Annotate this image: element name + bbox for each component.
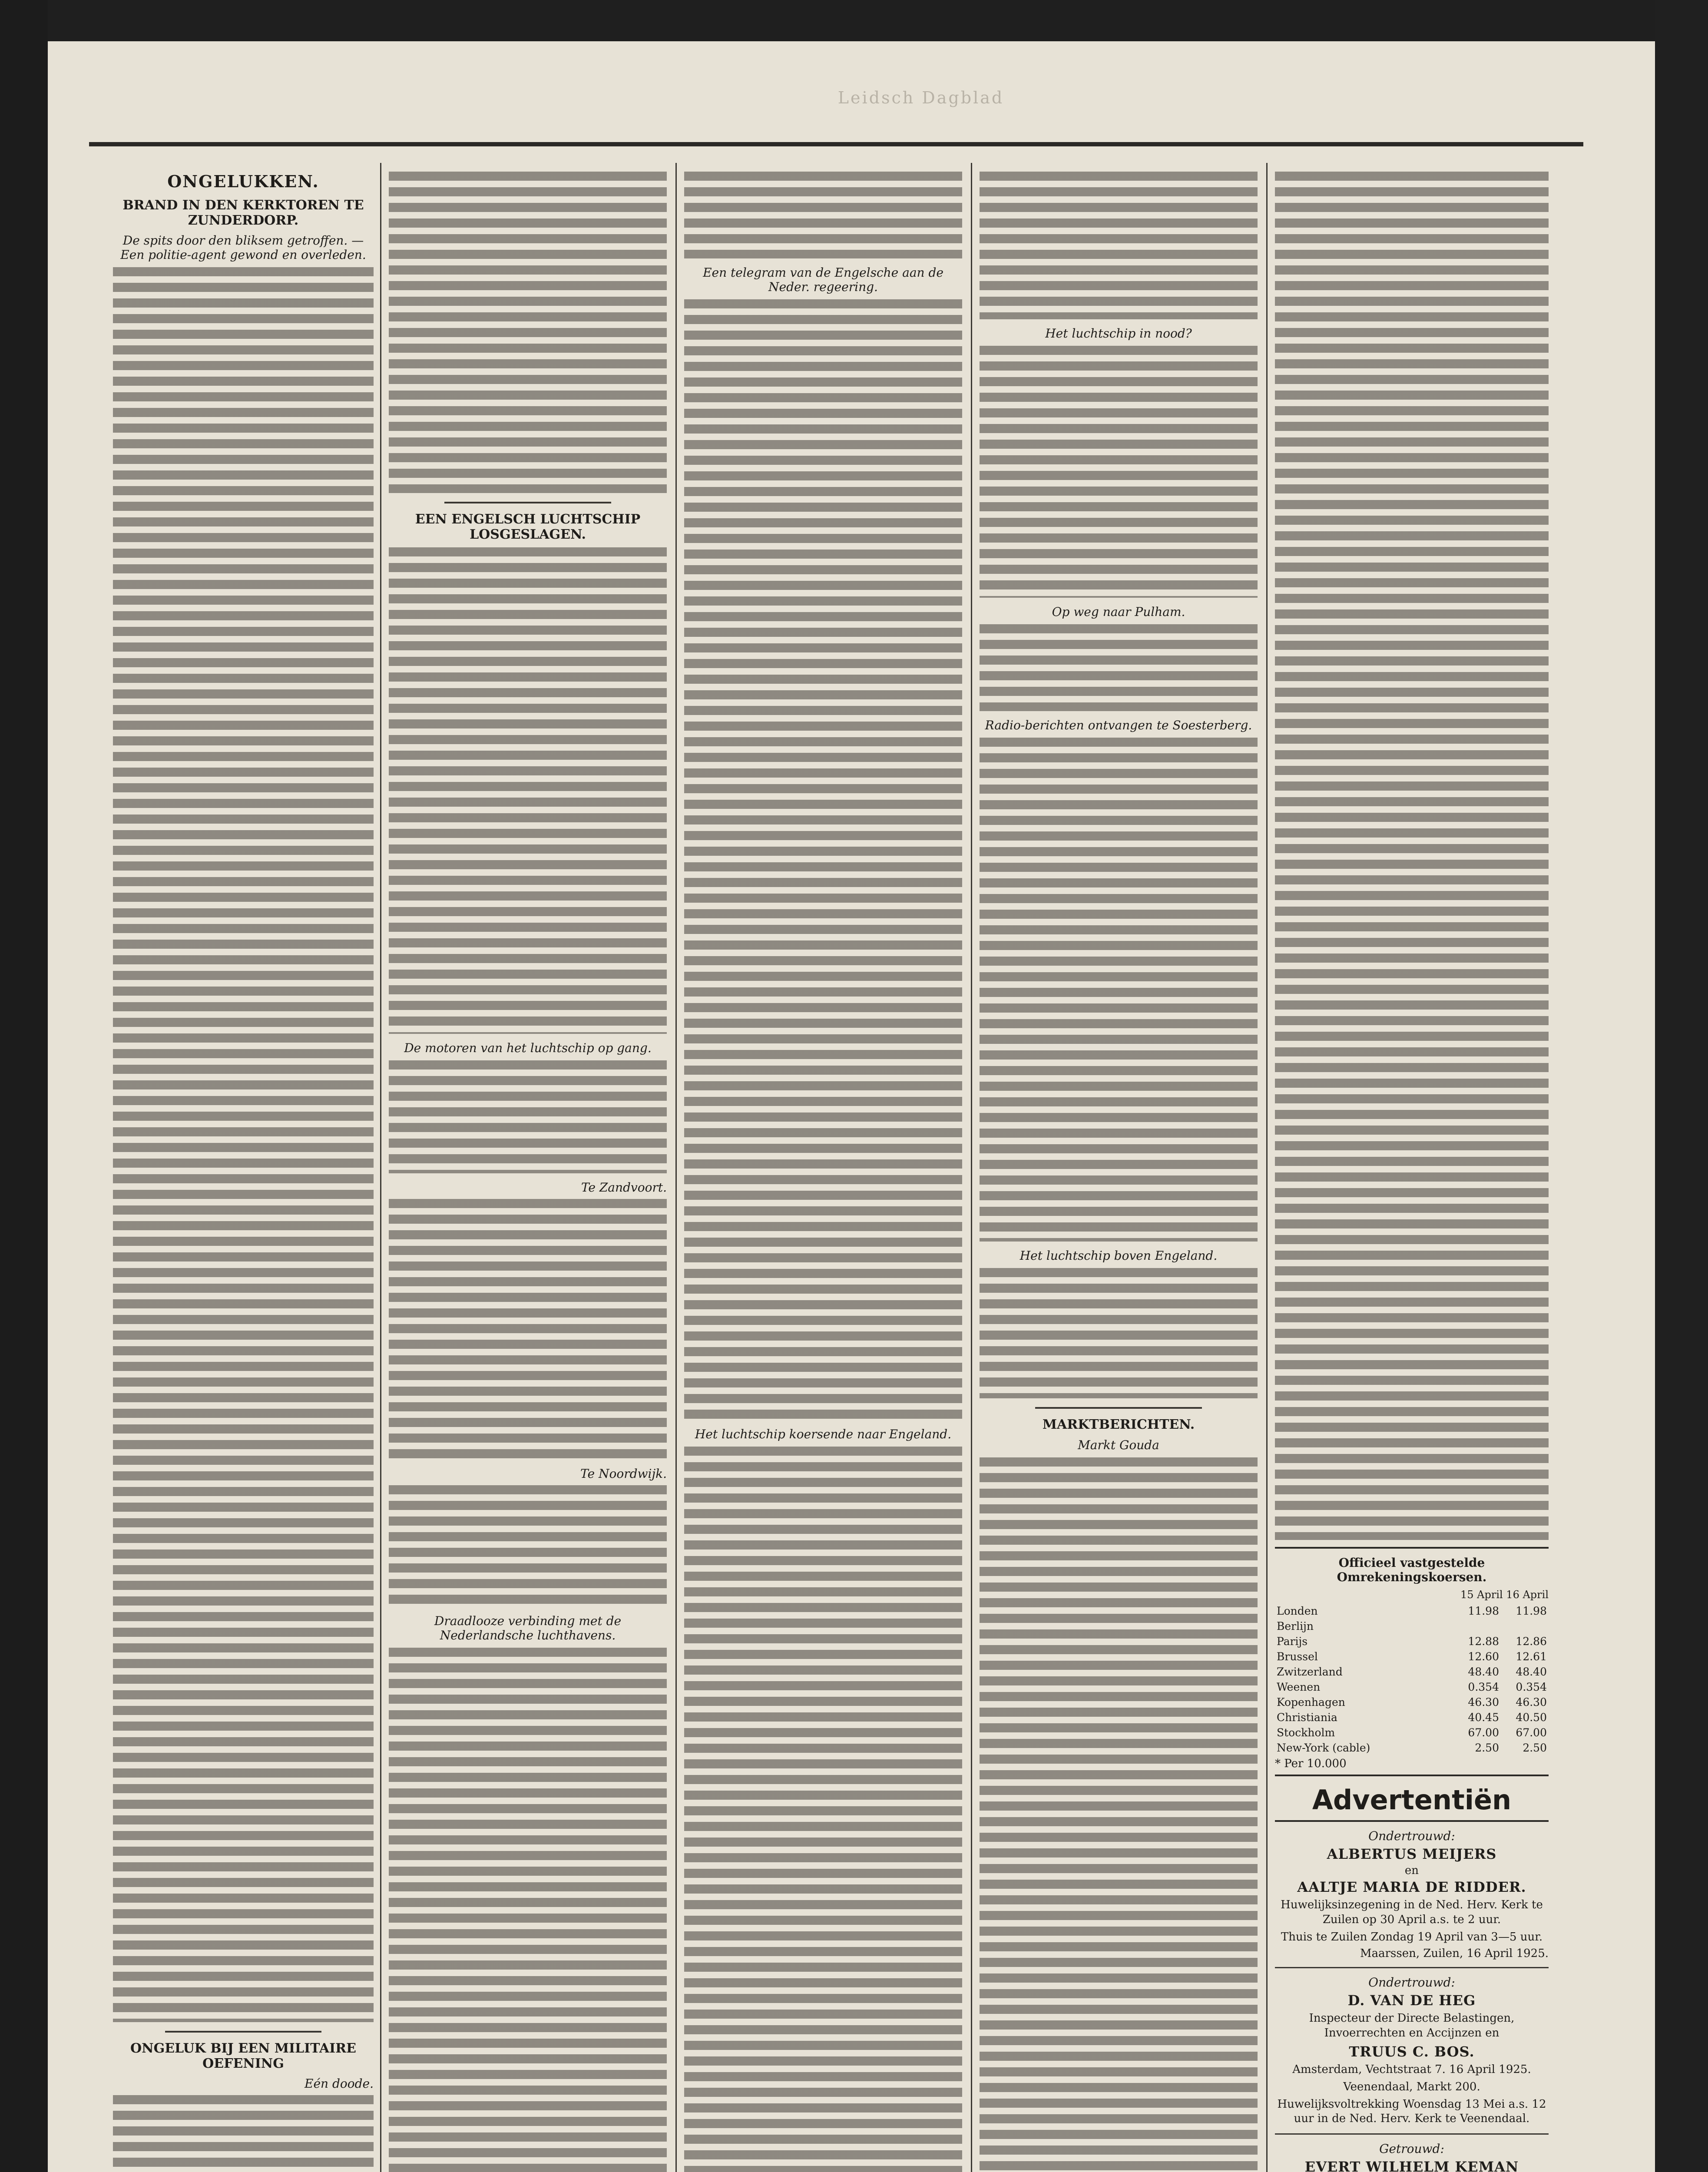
exchange-rate-value: 11.98 [1468, 1605, 1499, 1617]
exchange-rate-place: Weenen [1277, 1681, 1321, 1693]
exchange-rate-value: 46.30 [1516, 1696, 1547, 1708]
exchange-rate-place: Stockholm [1277, 1726, 1335, 1739]
exchange-rate-place: New-York (cable) [1277, 1742, 1370, 1754]
exchange-rate-value: 12.61 [1516, 1650, 1547, 1663]
article-subheading: Het luchtschip boven Engeland. [1020, 1248, 1218, 1263]
exchange-rate-place: Brussel [1277, 1650, 1318, 1663]
article-title: EEN ENGELSCH LUCHTSCHIP LOSGESLAGEN. [415, 512, 641, 542]
ad-name: ALBERTUS MEIJERS [1327, 1846, 1497, 1862]
ad-name: TRUUS C. BOS. [1349, 2043, 1475, 2060]
article-body [684, 299, 962, 1420]
rule [1275, 1775, 1549, 1776]
column-4 [980, 172, 1258, 2172]
scan-border-top [0, 0, 1708, 41]
ad-text: Veenendaal, Markt 200. [1343, 2080, 1480, 2093]
exchange-rate-value: 67.00 [1468, 1726, 1499, 1739]
market-subtitle: Markt Gouda [1078, 1437, 1159, 1452]
ad-conjunction: en [1404, 1864, 1419, 1877]
article-body [980, 172, 1258, 319]
article-body [389, 1485, 667, 1607]
article-subheading: Draadlooze verbinding met de Nederlandsche luchthavens. [434, 1614, 622, 1642]
exchange-rate-value: 2.50 [1475, 1742, 1499, 1754]
ad-text: Inspecteur der Directe Belastingen, Invoerrechten en Accijnzen en [1309, 2012, 1515, 2040]
article-title: BRAND IN DEN KERKTOREN TE ZUNDERDORP. [122, 198, 364, 228]
article-subheading: Een telegram van de Engelsche aan de Neder. regeering. [703, 265, 943, 294]
advertisements-heading: Advertentiën [1312, 1784, 1512, 1816]
column-3 [684, 172, 962, 2172]
article-body [389, 1199, 667, 1460]
article-body [113, 2095, 374, 2172]
exchange-rate-value: 48.40 [1516, 1665, 1547, 1678]
ad-text: Amsterdam, Vechtstraat 7. 16 April 1925. [1292, 2063, 1531, 2076]
article-body [684, 1447, 962, 2172]
exchange-rates-dates: 15 April 16 April [1460, 1589, 1549, 1601]
column-2 [389, 172, 667, 2172]
exchange-rate-row [1275, 1649, 1549, 1664]
exchange-rate-value: 12.60 [1468, 1650, 1499, 1663]
ad-divider [1275, 2133, 1549, 2135]
exchange-rate-value: 2.50 [1523, 1742, 1547, 1754]
masthead-bleed: Leidsch Dagblad [837, 88, 1004, 107]
market-reports [1275, 172, 1549, 1540]
exchange-rate-place: Londen [1277, 1605, 1318, 1617]
exchange-rates-table [1275, 1603, 1549, 1755]
rule [1275, 1820, 1549, 1822]
exchange-rate-value: 0.354 [1516, 1681, 1547, 1693]
ad-label: Ondertrouwd: [1368, 1829, 1455, 1843]
column-separator [971, 163, 972, 2172]
article-body [980, 1268, 1258, 1398]
ad-engagement-heg [1275, 1975, 1549, 2126]
article-subtitle: Eén doode. [305, 2076, 374, 2091]
ad-label: Ondertrouwd: [1368, 1975, 1455, 1990]
ad-married-keman [1275, 2142, 1549, 2172]
divider [1035, 1407, 1202, 1409]
article-body [389, 1060, 667, 1173]
dateline: Te Noordwijk. [580, 1467, 667, 1481]
ad-text: Huwelijksinzegening in de Ned. Herv. Kerk te Zuilen op 30 April a.s. te 2 uur. [1281, 1898, 1543, 1926]
ad-label: Getrouwd: [1379, 2142, 1444, 2156]
column-separator [380, 163, 381, 2172]
exchange-rate-row [1275, 1725, 1549, 1740]
exchange-rates-note: * Per 10.000 [1275, 1757, 1347, 1770]
exchange-rate-value [1501, 1619, 1549, 1634]
article-subheading: Het luchtschip koersende naar Engeland. [695, 1427, 952, 1441]
exchange-rate-row [1275, 1664, 1549, 1679]
exchange-rate-row [1275, 1740, 1549, 1755]
exchange-rate-value: 46.30 [1468, 1696, 1499, 1708]
ad-name: EVERT WILHELM KEMAN [1304, 2159, 1519, 2172]
column-separator [1266, 163, 1268, 2172]
article-body [980, 738, 1258, 1242]
ad-engagement-meijers [1275, 1829, 1549, 1960]
exchange-rate-row [1275, 1695, 1549, 1710]
exchange-rate-place: Berlijn [1277, 1620, 1314, 1632]
column-5 [1275, 172, 1549, 2172]
ad-text: Thuis te Zuilen Zondag 19 April van 3—5 uur. [1281, 1930, 1543, 1944]
ad-dateline: Maarssen, Zuilen, 16 April 1925. [1360, 1947, 1549, 1960]
top-rule [89, 142, 1583, 146]
article-subheading: Radio-berichten ontvangen te Soesterberg. [985, 718, 1252, 732]
dateline: Te Zandvoort. [581, 1180, 667, 1195]
exchange-rate-value: 40.45 [1468, 1711, 1499, 1724]
column-1 [113, 172, 374, 2172]
exchange-rate-value: 12.86 [1516, 1635, 1547, 1648]
article-subtitle: De spits door den bliksem getroffen. — Een politie-agent gewond en overleden. [120, 233, 366, 262]
market-reports [980, 1457, 1258, 2172]
column-separator [675, 163, 677, 2172]
article-subheading: Het luchtschip in nood? [1045, 326, 1192, 341]
scan-border-left [0, 0, 48, 2172]
article-title: ONGELUK BIJ EEN MILITAIRE OEFENING [130, 2041, 356, 2071]
market-title: MARKTBERICHTEN. [1042, 1417, 1195, 1432]
exchange-rate-value: 40.50 [1516, 1711, 1547, 1724]
article-body [113, 267, 374, 2022]
newspaper-page [48, 41, 1655, 2172]
article-subheading: De motoren van het luchtschip op gang. [404, 1041, 652, 1055]
exchange-rate-value: 0.354 [1468, 1681, 1499, 1693]
exchange-rate-place: Kopenhagen [1277, 1696, 1345, 1708]
section-heading: ONGELUKKEN. [167, 172, 319, 191]
ad-divider [1275, 1967, 1549, 1968]
exchange-rate-value: 12.88 [1468, 1635, 1499, 1648]
exchange-rate-place: Christiania [1277, 1711, 1337, 1724]
rule [1275, 1547, 1549, 1549]
exchange-rate-value: 11.98 [1516, 1605, 1547, 1617]
exchange-rate-row [1275, 1710, 1549, 1725]
exchange-rate-row [1275, 1603, 1549, 1619]
scan-border-right [1655, 0, 1708, 2172]
ad-name: D. VAN DE HEG [1347, 1992, 1476, 2009]
exchange-rate-value [1453, 1619, 1501, 1634]
exchange-rate-value: 48.40 [1468, 1665, 1499, 1678]
exchange-rate-place: Zwitzerland [1277, 1665, 1343, 1678]
article-body [684, 172, 962, 258]
exchange-rate-row [1275, 1679, 1549, 1695]
ad-text: Huwelijksvoltrekking Woensdag 13 Mei a.s. 12 uur in de Ned. Herv. Kerk te Veenendaal. [1277, 2097, 1546, 2126]
ad-name: AALTJE MARIA DE RIDDER. [1297, 1879, 1526, 1895]
divider [444, 502, 611, 503]
exchange-rate-value: 67.00 [1516, 1726, 1547, 1739]
article-body [980, 346, 1258, 598]
divider [165, 2031, 321, 2033]
article-body [389, 172, 667, 493]
article-body [980, 624, 1258, 711]
article-subheading: Op weg naar Pulham. [1052, 605, 1185, 619]
exchange-rate-row [1275, 1634, 1549, 1649]
exchange-rate-place: Parijs [1277, 1635, 1308, 1648]
exchange-rate-row [1275, 1619, 1549, 1634]
exchange-rates-title: Officieel vastgestelde Omrekeningskoersen. [1337, 1556, 1487, 1584]
article-body [389, 547, 667, 1034]
article-body [389, 1648, 667, 2172]
